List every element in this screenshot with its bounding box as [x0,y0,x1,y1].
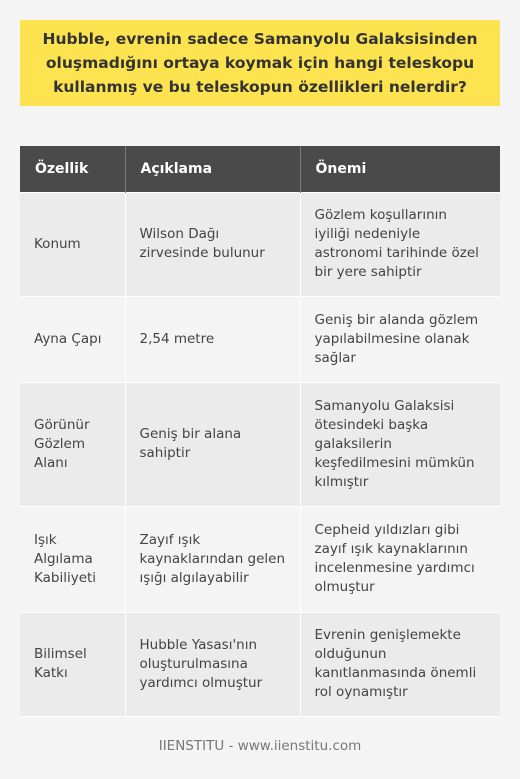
cell-feature: Görünür Gözlem Alanı [20,382,125,506]
header-feature: Özellik [20,146,125,192]
cell-importance: Gözlem koşullarının iyiliği nedeniyle astronomi tarihinde özel bir yere sahiptir [300,192,500,296]
cell-importance: Cepheid yıldızları gibi zayıf ışık kaynaklarının incelenmesine yardımcı olmuştur [300,506,500,612]
header-description: Açıklama [125,146,300,192]
cell-feature: Ayna Çapı [20,296,125,382]
cell-importance: Evrenin genişlemekte olduğunun kanıtlanmasında önemli rol oynamıştır [300,612,500,716]
table-row [20,192,500,296]
title-banner [20,20,500,106]
cell-description: Hubble Yasası'nın oluşturulmasına yardımcı olmuştur [125,612,300,716]
page-title: Hubble, evrenin sadece Samanyolu Galaksisinden oluşmadığını ortaya koymak için hangi teleskopu kullanmış ve bu teleskopun özellikleri nelerdir? [42,30,478,96]
cell-feature: Konum [20,192,125,296]
cell-description: 2,54 metre [125,296,300,382]
cell-description: Geniş bir alana sahiptir [125,382,300,506]
cell-feature: Işık Algılama Kabiliyeti [20,506,125,612]
features-table [20,146,500,717]
table-row [20,506,500,612]
cell-importance: Samanyolu Galaksisi ötesindeki başka galaksilerin keşfedilmesini mümkün kılmıştır [300,382,500,506]
table-header-row [20,146,500,192]
cell-feature: Bilimsel Katkı [20,612,125,716]
footer-credit: IIENSTITU - www.iienstitu.com [158,738,362,754]
header-importance: Önemi [300,146,500,192]
table-row [20,612,500,716]
cell-importance: Geniş bir alanda gözlem yapılabilmesine olanak sağlar [300,296,500,382]
table-row [20,382,500,506]
table-row [20,296,500,382]
cell-description: Wilson Dağı zirvesinde bulunur [125,192,300,296]
cell-description: Zayıf ışık kaynaklarından gelen ışığı algılayabilir [125,506,300,612]
